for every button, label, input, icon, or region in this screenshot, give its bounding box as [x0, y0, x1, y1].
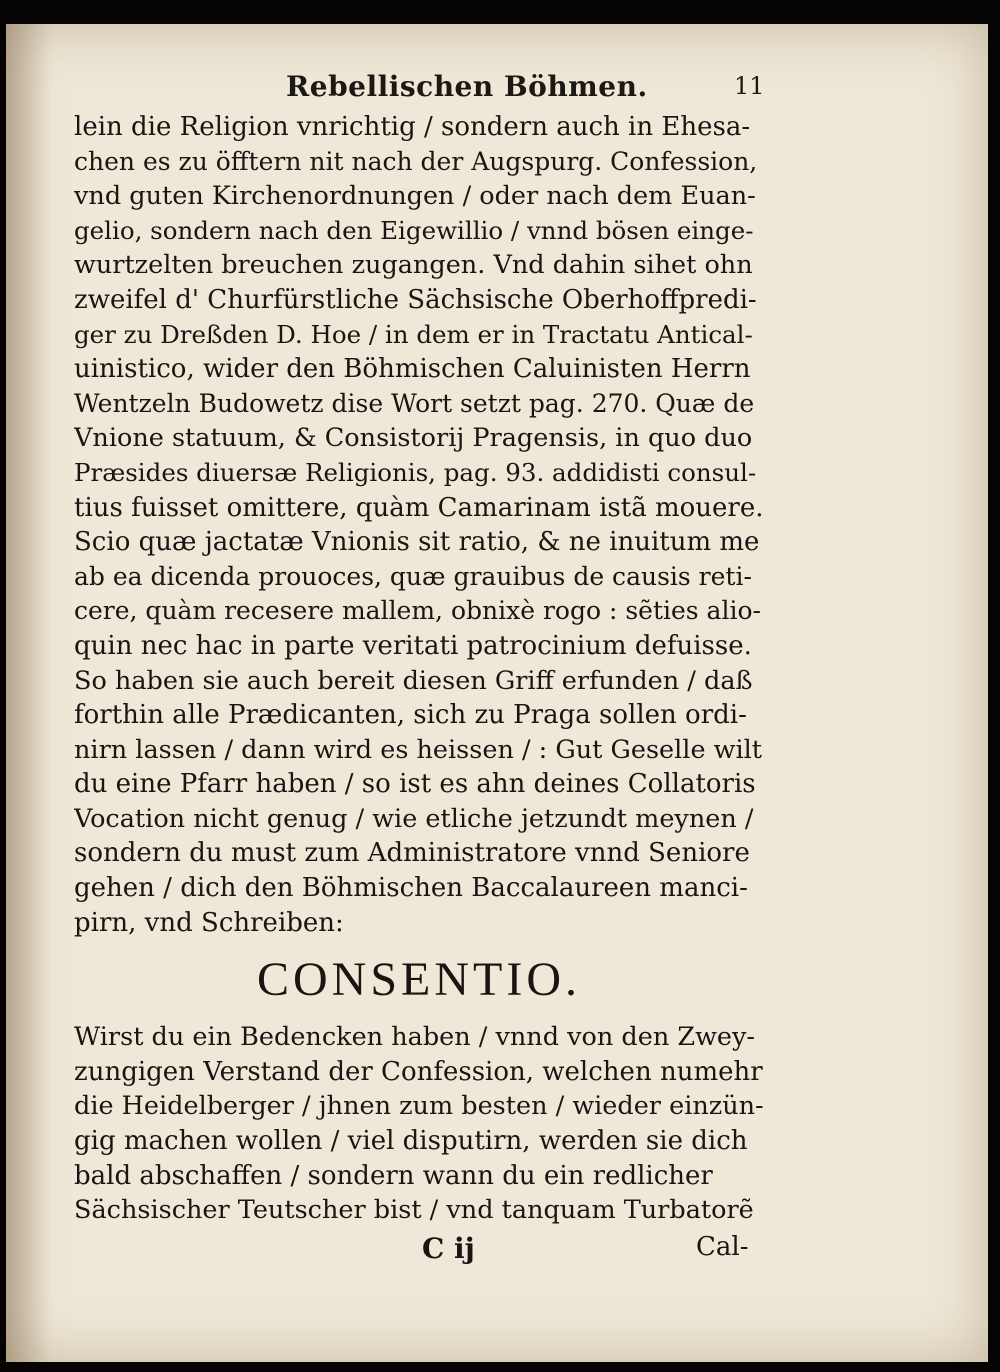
text-line: Sächsischer Teutscher bist / vnd tanquam Turbatorẽ [74, 1195, 754, 1226]
gutter-shadow [6, 24, 52, 1362]
text-block [74, 110, 764, 1228]
text-line: Scio quæ jactatæ Vnionis sit ratio, & ne inuitum me [74, 527, 760, 558]
section-heading: CONSENTIO. [257, 953, 581, 1007]
text-line: du eine Pfarr haben / so ist es ahn deines Collatoris [74, 769, 756, 800]
text-line: chen es zu öfftern nit nach der Augspurg. Confession, [74, 146, 758, 176]
text-line: Præsides diuersæ Religionis, pag. 93. addidisti consul- [74, 457, 757, 487]
text-line: cere, quàm recesere mallem, obnixè rogo : sẽties alio- [74, 596, 761, 626]
text-line: nirn lassen / dann wird es heissen / : Gut Geselle wilt [74, 734, 763, 765]
running-title: Rebellischen Böhmen. [286, 70, 648, 103]
text-line: tius fuisset omittere, quàm Camarinam istã mouere. [74, 492, 764, 523]
book-page [6, 24, 988, 1362]
page-footer [6, 1232, 988, 1272]
text-line: sondern du must zum Administratore vnnd Seniore [74, 838, 750, 869]
text-line: lein die Religion vnrichtig / sondern auch in Ehesa- [74, 112, 751, 142]
text-line: bald abschaffen / sondern wann du ein redlicher [74, 1160, 713, 1191]
catchword: Cal- [696, 1232, 749, 1262]
text-line: pirn, vnd Schreiben: [74, 907, 344, 938]
text-line: wurtzelten breuchen zugangen. Vnd dahin sihet ohn [74, 250, 753, 281]
text-line: ger zu Dreßden D. Hoe / in dem er in Tractatu Antical- [74, 319, 753, 349]
text-line: Wirst du ein Bedencken haben / vnnd von den Zwey- [74, 1022, 756, 1053]
text-line: gelio, sondern nach den Eigewillio / vnnd bösen einge- [74, 215, 754, 245]
signature-mark: C ij [422, 1232, 475, 1265]
text-line: uinistico, wider den Böhmischen Caluinisten Herrn [74, 354, 751, 385]
text-line: gehen / dich den Böhmischen Baccalaureen manci- [74, 873, 748, 904]
text-line: quin nec hac in parte veritati patrocinium defuisse. [74, 630, 752, 661]
text-line: ab ea dicenda prouoces, quæ grauibus de causis reti- [74, 561, 752, 591]
text-line: die Heidelberger / jhnen zum besten / wieder einzün- [74, 1091, 764, 1122]
text-line: zungigen Verstand der Confession, welchen numehr [74, 1056, 763, 1087]
text-line: Vocation nicht genug / wie etliche jetzundt meynen / [74, 803, 754, 834]
text-line: zweifel d' Churfürstliche Sächsische Oberhoffpredi- [74, 284, 757, 315]
text-line: Vnione statuum, & Consistorij Pragensis, in quo duo [74, 423, 753, 454]
text-line: gig machen wollen / viel disputirn, werden sie dich [74, 1126, 748, 1157]
body-text-upper [74, 110, 764, 940]
text-line: vnd guten Kirchenordnungen / oder nach dem Euan- [74, 181, 756, 212]
text-line: Wentzeln Budowetz dise Wort setzt pag. 270. Quæ de [74, 388, 755, 418]
folio-number: 11 [734, 72, 765, 100]
text-line: forthin alle Prædicanten, sich zu Praga sollen ordi- [74, 700, 747, 731]
page-header [6, 64, 988, 104]
body-text-lower [74, 1020, 764, 1228]
text-line: So haben sie auch bereit diesen Griff erfunden / daß [74, 665, 753, 696]
